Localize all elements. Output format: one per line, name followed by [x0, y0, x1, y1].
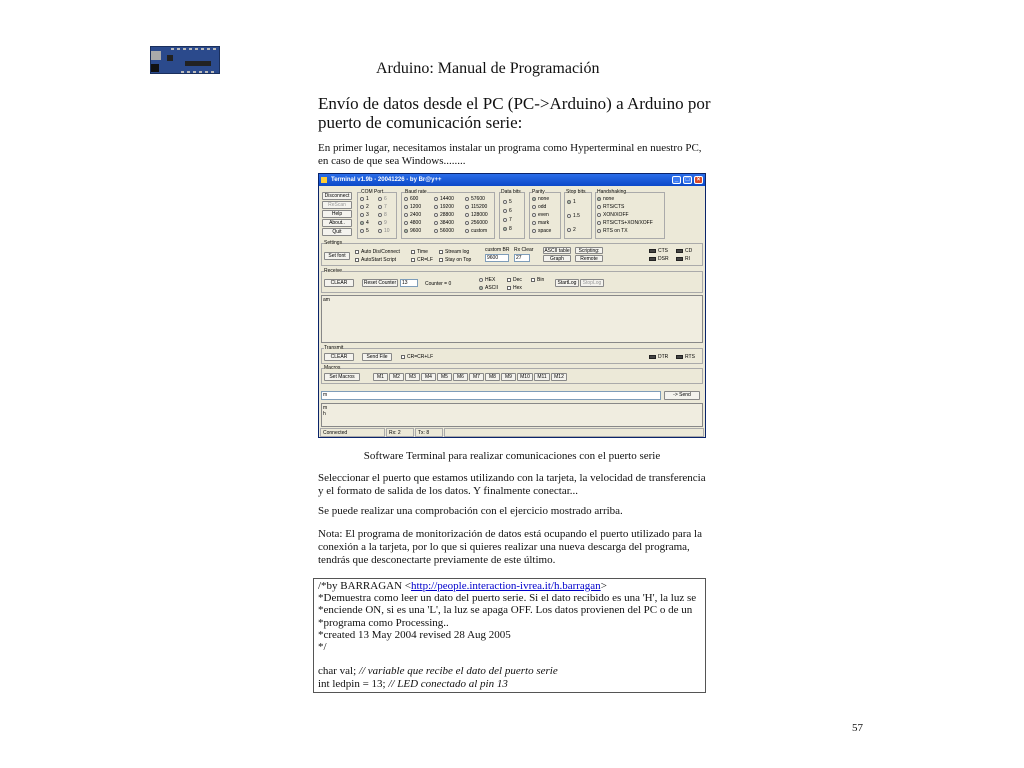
baud-option[interactable]: 38400	[434, 220, 454, 226]
com-option[interactable]: 6	[378, 196, 387, 202]
transmit-clear-button[interactable]: CLEAR	[324, 353, 354, 361]
set-font-button[interactable]: Set font	[324, 252, 350, 260]
rx-count: Rx: 2	[386, 428, 414, 437]
document-title: Arduino: Manual de Programación	[376, 60, 600, 77]
code-comment: // LED conectado al pin 13	[388, 677, 508, 690]
code-line: *enciende ON, si es una 'L', la luz se apaga OFF. Los datos provienen del PC o de un	[318, 604, 693, 617]
dec-checkbox[interactable]: Dec	[507, 277, 522, 283]
stay-on-top-checkbox[interactable]: Stay on Top	[439, 257, 471, 263]
rx-clear-input[interactable]: 27	[514, 254, 530, 262]
sent-line: m	[323, 405, 328, 411]
send-input[interactable]: m	[321, 391, 661, 400]
terminal-window-screenshot	[318, 173, 706, 438]
com-option[interactable]: 2	[360, 204, 369, 210]
com-option[interactable]: 9	[378, 220, 387, 226]
macro-button-m2[interactable]: M2	[389, 373, 404, 381]
baud-option[interactable]: 56000	[434, 228, 454, 234]
baud-option[interactable]: 14400	[434, 196, 454, 202]
settings-label: Settings	[324, 240, 343, 246]
connection-status: Connected	[320, 428, 385, 437]
com-port-label: COM Port	[361, 189, 384, 195]
paragraph-check: Se puede realizar una comprobación con el ejercicio mostrado arriba.	[318, 505, 623, 517]
received-text: am	[323, 297, 330, 303]
handshaking-option[interactable]: RTS on TX	[597, 228, 628, 234]
data-bits-label: Data bits	[501, 189, 521, 195]
code-listing	[313, 578, 706, 693]
page-number: 57	[852, 722, 863, 734]
baud-option[interactable]: 28800	[434, 212, 454, 218]
baud-option[interactable]: 57600	[465, 196, 485, 202]
counter-readout: Counter = 0	[425, 281, 452, 287]
ri-indicator: RI	[676, 256, 690, 262]
intro-paragraph: En primer lugar, necesitamos instalar un programa como Hyperterminal en nuestro PC, en caso de que sea Windows........	[318, 142, 702, 167]
data-bits-option[interactable]: 6	[503, 208, 512, 214]
macro-button-m11[interactable]: M11	[534, 373, 550, 381]
receive-clear-button[interactable]: CLEAR	[324, 279, 354, 287]
window-titlebar	[319, 174, 705, 186]
baud-option[interactable]: 600	[404, 196, 418, 202]
baud-option[interactable]: 2400	[404, 212, 421, 218]
custom-br-label: custom BR	[485, 247, 510, 253]
macro-button-m9[interactable]: M9	[501, 373, 516, 381]
stop-bits-option[interactable]: 1	[567, 199, 576, 205]
com-option[interactable]: 7	[378, 204, 387, 210]
com-option[interactable]: 10	[378, 228, 390, 234]
startlog-button[interactable]: StartLog	[555, 279, 579, 287]
rx-clear-label: Rx Clear	[514, 247, 534, 253]
handshaking-option[interactable]: none	[597, 196, 614, 202]
code-blank-line	[318, 653, 701, 665]
graph-button[interactable]: Graph	[543, 255, 571, 262]
data-bits-option[interactable]: 5	[503, 199, 512, 205]
parity-option[interactable]: odd	[532, 204, 546, 210]
stream-log-checkbox[interactable]: Stream log	[439, 249, 469, 255]
cr-crlf-checkbox[interactable]: CR=CR+LF	[401, 354, 433, 360]
baud-option[interactable]: 4800	[404, 220, 421, 226]
cd-indicator: CD	[676, 248, 692, 254]
dtr-indicator: DTR	[649, 354, 668, 360]
about-button[interactable]: About..	[322, 219, 352, 227]
baud-rate-label: Baud rate	[405, 189, 427, 195]
macro-button-m10[interactable]: M10	[517, 373, 533, 381]
minimize-icon[interactable]: _	[672, 176, 681, 184]
com-option[interactable]: 5	[360, 228, 369, 234]
code-line: *Demuestra como leer un dato del puerto serie. Si el dato recibido es una 'H', la luz se	[318, 592, 697, 605]
macro-button-m6[interactable]: M6	[453, 373, 468, 381]
macro-button-m12[interactable]: M12	[551, 373, 567, 381]
custom-br-input[interactable]: 9600	[485, 254, 509, 262]
data-bits-option[interactable]: 8	[503, 226, 512, 232]
auto-dis-connect-checkbox[interactable]: Auto Dis/Connect	[355, 249, 400, 255]
parity-option[interactable]: mark	[532, 220, 549, 226]
sent-line: h	[323, 411, 326, 417]
bin-checkbox[interactable]: Bin	[531, 277, 544, 283]
stop-bits-option[interactable]: 2	[567, 227, 576, 233]
maximize-icon[interactable]: □	[683, 176, 692, 184]
stop-bits-label: Stop bits	[566, 189, 586, 195]
parity-option[interactable]: none	[532, 196, 549, 202]
macros-label: Macros	[324, 365, 341, 371]
code-line: *programa como Processing..	[318, 616, 449, 629]
macro-button-m7[interactable]: M7	[469, 373, 484, 381]
hex-checkbox[interactable]: Hex	[507, 285, 522, 291]
baud-option[interactable]: 256000	[465, 220, 488, 226]
paragraph-note: Nota: El programa de monitorización de datos está ocupando el puerto utilizado para la conexión a la tarjeta, por lo que si quieres realizar una nueva descarga del programa, tendrás que desconectarte previamente de este último.	[318, 528, 702, 566]
quit-button[interactable]: Quit	[322, 228, 352, 236]
parity-option[interactable]: even	[532, 212, 549, 218]
send-file-button[interactable]: Send File	[362, 353, 392, 361]
close-icon[interactable]: ×	[694, 176, 703, 184]
handshaking-option[interactable]: RTS/CTS+XON/XOFF	[597, 220, 653, 226]
macro-button-m4[interactable]: M4	[421, 373, 436, 381]
author-link[interactable]: http://people.interaction-ivrea.it/h.barragan	[411, 580, 601, 592]
rts-indicator: RTS	[676, 354, 695, 360]
code-line: /*by BARRAGAN <http://people.interaction-ivrea.it/h.barragan>	[318, 580, 607, 592]
data-bits-option[interactable]: 7	[503, 217, 512, 223]
stop-bits-option[interactable]: 1.5	[567, 213, 580, 219]
handshaking-option[interactable]: RTS/CTS	[597, 204, 624, 210]
baud-option[interactable]: 19200	[434, 204, 454, 210]
ascii-radio[interactable]: ASCII	[479, 285, 498, 291]
code-line: int ledpin = 13; // LED conectado al pin 13	[318, 677, 508, 690]
receive-text-area[interactable]	[321, 295, 703, 343]
handshaking-option[interactable]: XON/XOFF	[597, 212, 629, 218]
baud-option[interactable]: 9600	[404, 228, 421, 234]
arduino-board-logo	[150, 46, 220, 74]
figure-caption: Software Terminal para realizar comunicaciones con el puerto serie	[363, 450, 661, 462]
cr-lf-checkbox[interactable]: CR=LF	[411, 257, 433, 263]
autostart-script-checkbox[interactable]: AutoStart Script	[355, 257, 396, 263]
dsr-indicator: DSR	[649, 256, 669, 262]
remote-button[interactable]: Remote	[575, 255, 603, 262]
stoplog-button[interactable]: StopLog	[580, 279, 604, 287]
macro-button-m1[interactable]: M1	[373, 373, 388, 381]
parity-label: Parity	[532, 189, 545, 195]
code-line: */	[318, 641, 327, 654]
macro-button-m5[interactable]: M5	[437, 373, 452, 381]
status-spacer	[444, 428, 704, 437]
code-line: char val; // variable que recibe el dato del puerto serie	[318, 665, 558, 678]
set-macros-button[interactable]: Set Macros	[324, 373, 360, 381]
help-button[interactable]: Help	[322, 210, 352, 218]
code-comment: // variable que recibe el dato del puerto serie	[358, 665, 558, 678]
reset-counter-button[interactable]: Reset Counter	[363, 280, 397, 286]
handshaking-label: Handshaking	[597, 189, 627, 195]
baud-option[interactable]: 115200	[465, 204, 487, 210]
hex-radio[interactable]: HEX	[479, 277, 495, 283]
rescan-button[interactable]: ReScan	[322, 201, 352, 209]
com-option[interactable]: 8	[378, 212, 387, 218]
disconnect-button[interactable]: Disconnect	[322, 192, 352, 200]
time-checkbox[interactable]: Time	[411, 249, 428, 255]
macro-button-m3[interactable]: M3	[405, 373, 420, 381]
baud-option[interactable]: 1200	[404, 204, 421, 210]
send-button[interactable]: -> Send	[664, 391, 700, 400]
macro-button-m8[interactable]: M8	[485, 373, 500, 381]
cts-indicator: CTS	[649, 248, 668, 254]
sent-text-area[interactable]	[321, 403, 703, 427]
paragraph-select-port: Seleccionar el puerto que estamos utilizando con la tarjeta, la velocidad de transferencia y el formato de salida de los datos. Y finalmente conectar...	[318, 472, 706, 497]
app-icon	[321, 177, 327, 183]
transmit-label: Transmit	[324, 345, 344, 351]
com-option[interactable]: 1	[360, 196, 369, 202]
section-heading: Envío de datos desde el PC (PC->Arduino) a Arduino por puerto de comunicación serie:	[318, 94, 711, 132]
tx-count: Tx: 8	[415, 428, 443, 437]
scripting-button[interactable]: Scripting:	[575, 247, 603, 254]
ascii-table-button[interactable]: ASCII table	[544, 248, 570, 254]
code-line: *created 13 May 2004 revised 28 Aug 2005	[318, 628, 511, 641]
com-option[interactable]: 4	[360, 220, 369, 226]
baud-option[interactable]: custom	[465, 228, 487, 234]
parity-option[interactable]: space	[532, 228, 551, 234]
window-title: Terminal v1.9b - 20041226 - by Br@y++	[331, 177, 442, 183]
reset-counter-input[interactable]: 13	[400, 279, 418, 287]
baud-option[interactable]: 128000	[465, 212, 488, 218]
receive-label: Receive	[324, 268, 343, 274]
com-option[interactable]: 3	[360, 212, 369, 218]
